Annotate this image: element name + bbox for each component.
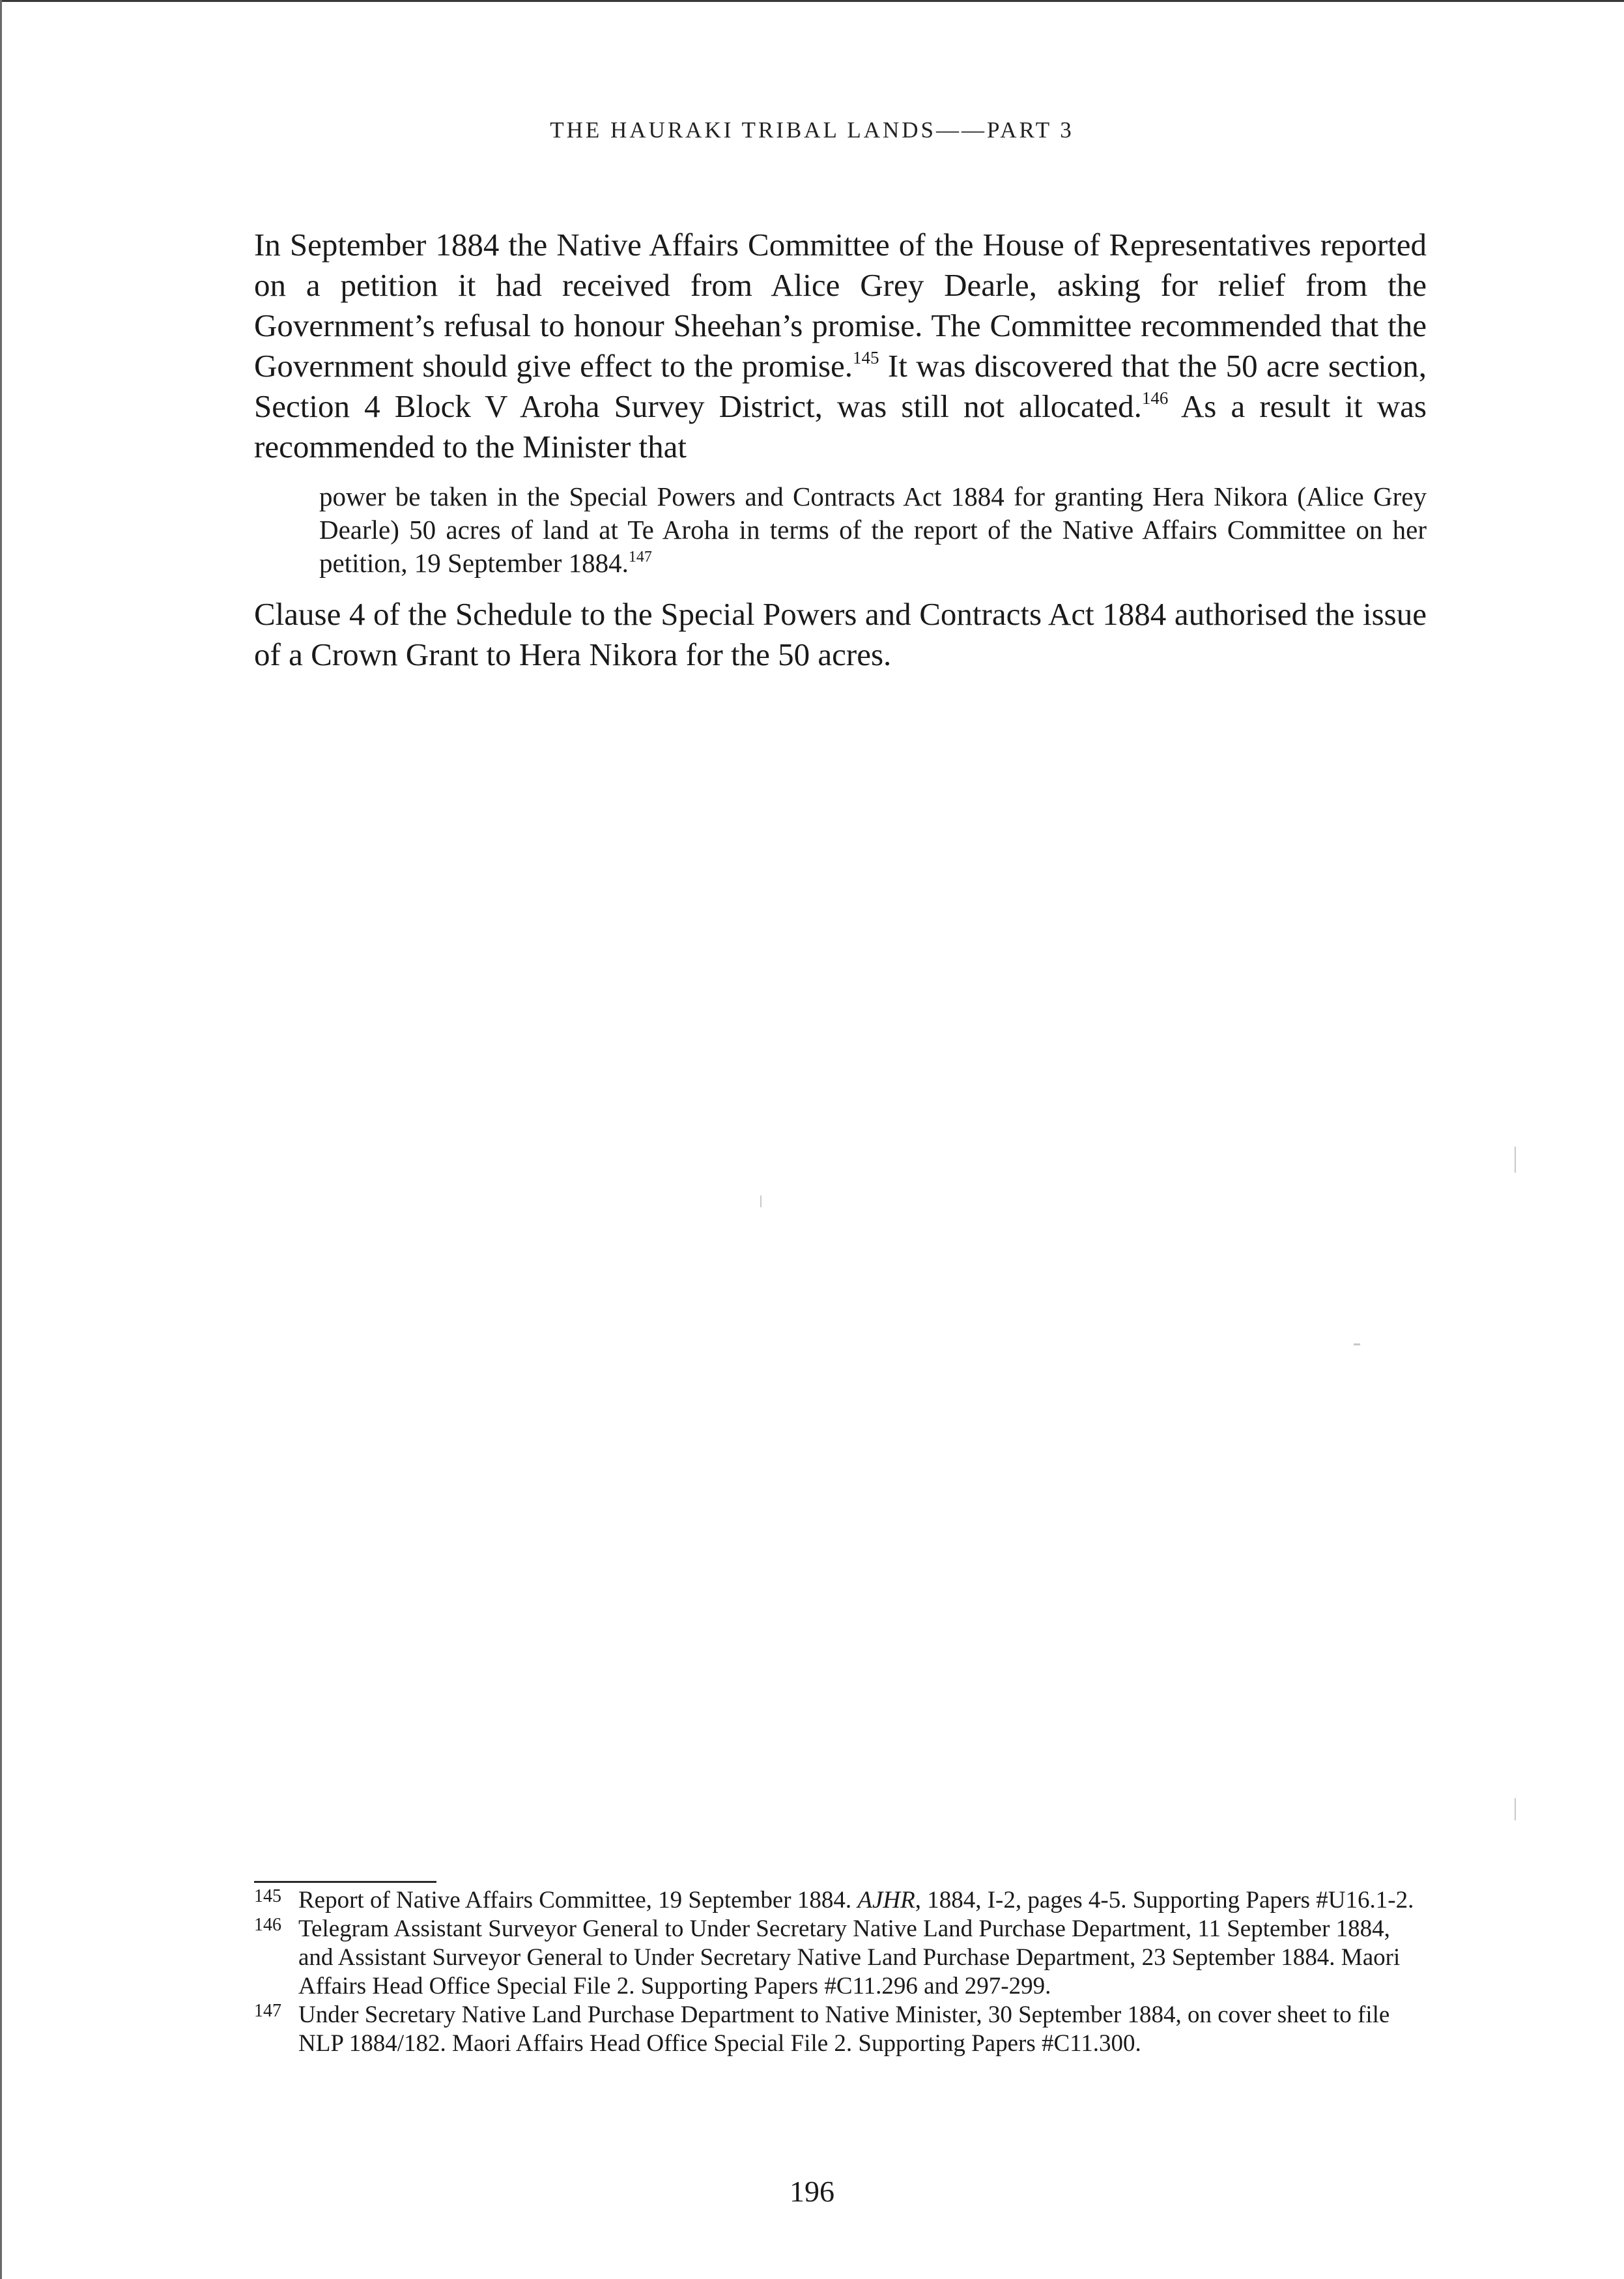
page-top-edge	[0, 0, 1624, 2]
scan-speck	[1515, 1147, 1516, 1173]
scan-speck	[1354, 1343, 1360, 1345]
footnote-145	[254, 1886, 1427, 1915]
paragraph-2: Clause 4 of the Schedule to the Special Powers and Contracts Act 1884 authorised the issue of a Crown Grant to Hera Nikora for the 50 acres.	[254, 596, 1427, 672]
block-quote	[319, 480, 1427, 580]
footnote-text: , 1884, I-2, pages 4-5. Supporting Papers #U16.1-2.	[915, 1887, 1414, 1914]
footnote-number: 146	[254, 1915, 281, 1935]
footnote-rule	[254, 1881, 436, 1883]
footnote-journal-abbrev: AJHR	[857, 1887, 915, 1914]
footnote-ref-146: 146	[1141, 388, 1169, 408]
paragraph-1	[254, 225, 1427, 467]
running-head: THE HAURAKI TRIBAL LANDS——PART 3	[550, 117, 1074, 143]
block-quote-text: power be taken in the Special Powers and Contracts Act 1884 for granting Hera Nikora (Alice Grey Dearle) 50 acres of land at Te Aroha in terms of the report of the Native Affairs Committee on her petition, 19 September 1884.	[319, 481, 1427, 578]
footnote-number: 147	[254, 2001, 281, 2021]
scan-speck	[760, 1196, 762, 1207]
paragraph-1-text-c: As a result it was recommended to the Minister that	[254, 388, 1427, 465]
page-left-edge	[0, 0, 2, 2279]
footnote-146	[254, 1915, 1427, 2001]
body-text	[254, 225, 1427, 675]
page-number: 196	[790, 2175, 834, 2208]
footnote-text: Under Secretary Native Land Purchase Department to Native Minister, 30 September 1884, on cover sheet to file NLP 1884/182. Maori Affairs Head Office Special File 2. Supporting Papers #C11.300.	[298, 2001, 1390, 2057]
footnote-text: Telegram Assistant Surveyor General to Under Secretary Native Land Purchase Department, 11 September 1884, and Assistant Surveyor General to Under Secretary Native Land Purchase Department, 23 September 1884. Maori Affairs Head Office Special File 2. Supporting Papers #C11.296 and 297-299.	[298, 1915, 1401, 2000]
scan-speck	[1515, 1798, 1516, 1820]
footnote-number: 145	[254, 1886, 281, 1906]
footnote-ref-145: 145	[853, 348, 879, 367]
footnote-ref-147: 147	[628, 549, 652, 566]
paragraph-1-text-a: In September 1884 the Native Affairs Committee of the House of Representatives reported on a petition it had received from Alice Grey Dearle, asking for relief from the Government’s refusal to honour Sheehan’s promise. The Committee recommended that the Government should give effect to the promise.	[254, 227, 1427, 384]
paragraph-1-text-b: It was discovered that the 50 acre section, Section 4 Block V Aroha Survey District, was still not allocated.	[254, 348, 1427, 424]
footnotes	[254, 1886, 1427, 2058]
footnote-text: Report of Native Affairs Committee, 19 September 1884.	[298, 1887, 858, 1914]
footnote-147	[254, 2001, 1427, 2058]
